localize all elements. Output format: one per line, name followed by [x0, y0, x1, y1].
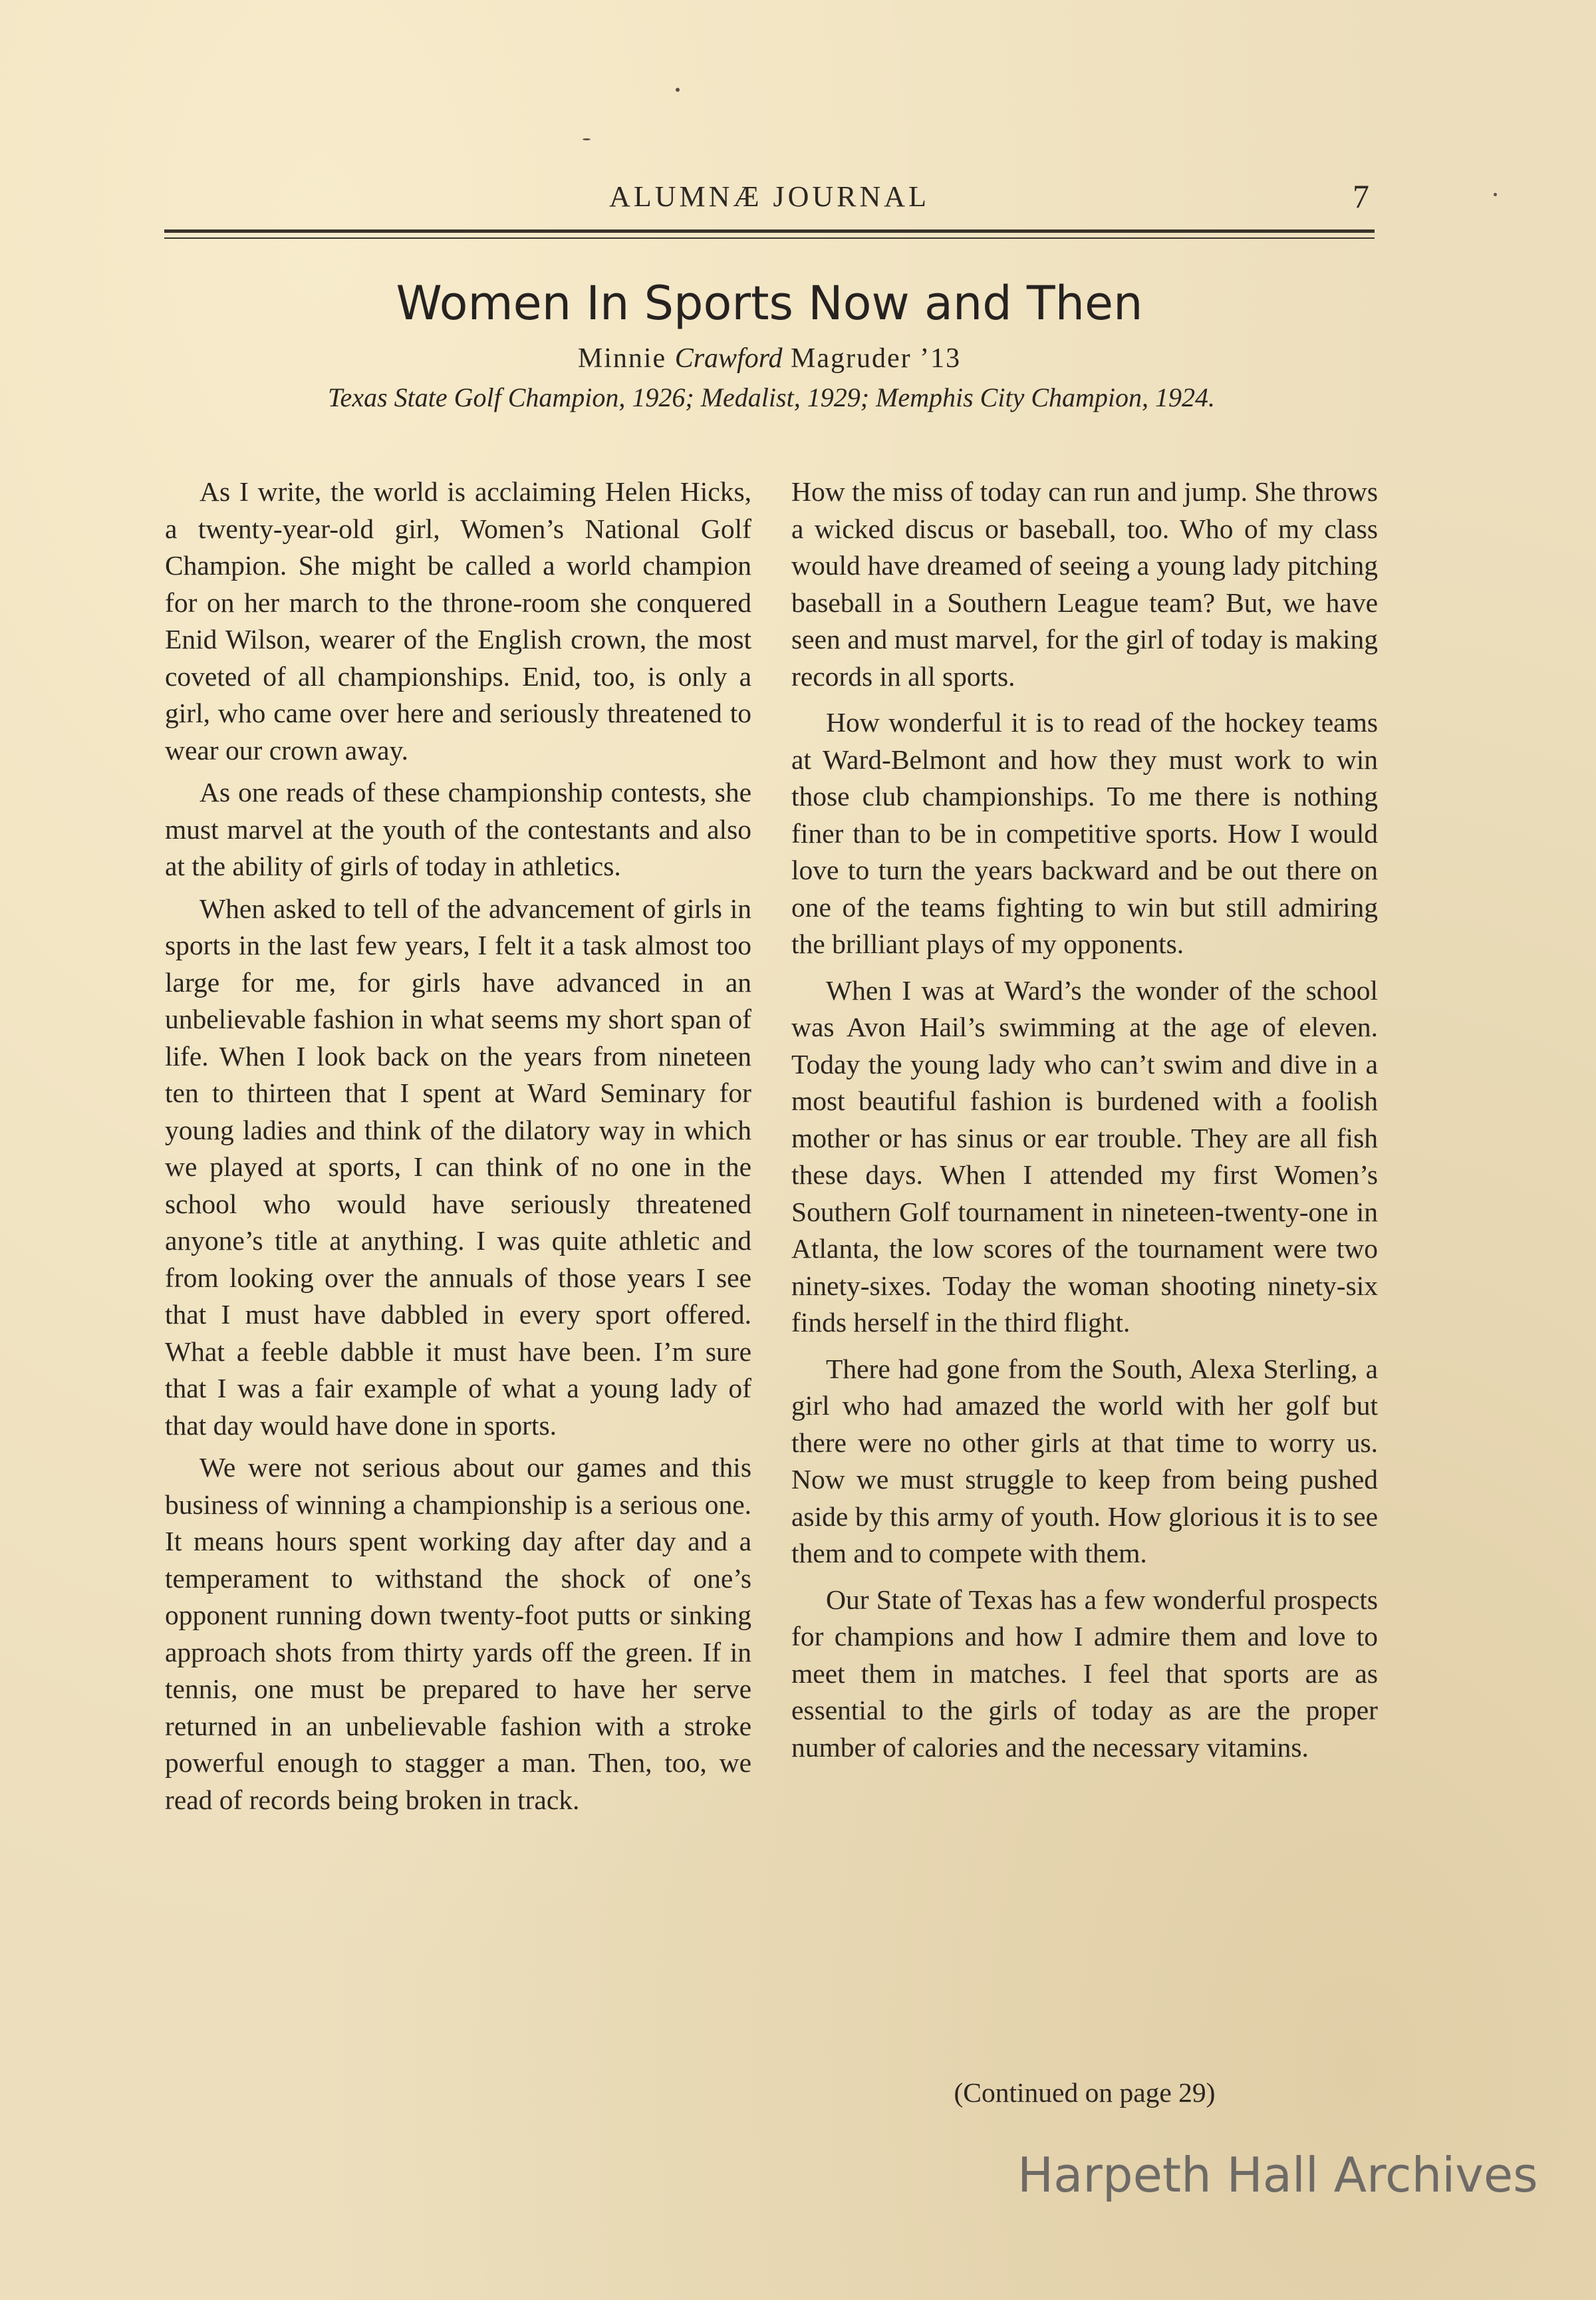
paragraph: As I write, the world is acclaiming Helen Hicks, a twenty-year-old girl, Women’s National Golf Champion. She might be called a world champion for on her march to the throne-room she conquered Enid Wilson, wearer of the English crown, the most coveted of all championships. Enid, too, is only a girl, who came over here and seriously threatened to wear our crown away.	[165, 476, 751, 766]
page-header	[164, 180, 1375, 226]
header-rule-thin	[164, 237, 1375, 239]
archive-watermark: Harpeth Hall Archives	[1017, 2147, 1538, 2203]
paragraph: As one reads of these championship contests, she must marvel at the youth of the contestants and also at the ability of girls of today in athletics.	[165, 777, 751, 881]
paragraph: When asked to tell of the advancement of girls in sports in the last few years, I felt it a task almost too large for me, for girls have advanced in an unbelievable fashion in what seems my short span of life. When I look back on the years from nineteen ten to thirteen that I spent at Ward Seminary for young ladies and think of the dilatory way in which we played at sports, I can think of no one in the school who would have seriously threatened anyone’s title at anything. I was quite athletic and from looking over the annuals of those years I see that I must have dabbled in every sport offered. What a feeble dabble it must have been. I’m sure that I was a fair example of what a young lady of that day would have done in sports.	[165, 893, 751, 1441]
header-rule-thick	[164, 229, 1375, 233]
paragraph: How the miss of today can run and jump. She throws a wicked discus or baseball, too. Who of my class would have dreamed of seeing a young lady pitching baseball in a Southern League team? But, we have seen and must marvel, for the girl of today is making records in all sports.	[791, 476, 1378, 692]
paragraph: Our State of Texas has a few wonderful prospects for champions and how I admire them and love to meet them in matches. I feel that sports are as essential to the girls of today as are the proper number of calories and the necessary vitamins.	[791, 1584, 1378, 1763]
paragraph: We were not serious about our games and this business of winning a championship is a serious one. It means hours spent working day after day and a temperament to withstand the shock of one’s opponent running down twenty-foot putts or sinking approach shots from thirty yards off the green. If in tennis, one must be prepared to have her serve returned in an unbelievable fashion with a stroke powerful enough to stagger a man. Then, too, we read of records being broken in track.	[165, 1452, 751, 1815]
page-number: 7	[1353, 178, 1369, 215]
paragraph: When I was at Ward’s the wonder of the school was Avon Hail’s swimming at the age of eleven. Today the young lady who can’t swim and dive in a most beautiful fashion is burdened with a foolish mother or has sinus or ear trouble. They are all fish these days. When I attended my first Women’s Southern Golf tournament in nineteen-twenty-one in Atlanta, the low scores of the tournament were two ninety-sixes. Today the woman shooting ninety-six finds herself in the third flight.	[791, 974, 1378, 1338]
paper-speck	[1494, 193, 1497, 196]
author-last-name: Magruder	[791, 343, 912, 374]
article-title: Women In Sports Now and Then	[396, 276, 1143, 331]
paragraph: How wonderful it is to read of the hockey teams at Ward-Belmont and how they must work to win those club championships. To me there is nothing finer than to be in competitive sports. How I would love to turn the years backward and be out there on one of the teams fighting to win but still admiring the brilliant plays of my opponents.	[791, 707, 1378, 959]
paper-speck	[583, 138, 591, 140]
article-byline	[164, 343, 1375, 374]
paragraph: There had gone from the South, Alexa Sterling, a girl who had amazed the world with her golf but there were no other girls at that time to worry us. Now we must struggle to keep from being pushed aside by this army of youth. How glorious it is to see them and to compete with them.	[791, 1353, 1378, 1568]
author-middle-name: Crawford	[674, 343, 783, 374]
right-column	[791, 474, 1378, 1775]
author-first-name: Minnie	[577, 343, 667, 374]
continued-note: (Continued on page 29)	[954, 2077, 1216, 2108]
paper-speck	[676, 88, 680, 92]
left-column	[165, 474, 751, 1824]
journal-title: ALUMNÆ JOURNAL	[609, 180, 930, 213]
author-class-year: ’13	[920, 343, 962, 374]
author-credentials: Texas State Golf Champion, 1926; Medalist, 1929; Memphis City Champion, 1924.	[327, 382, 1216, 412]
